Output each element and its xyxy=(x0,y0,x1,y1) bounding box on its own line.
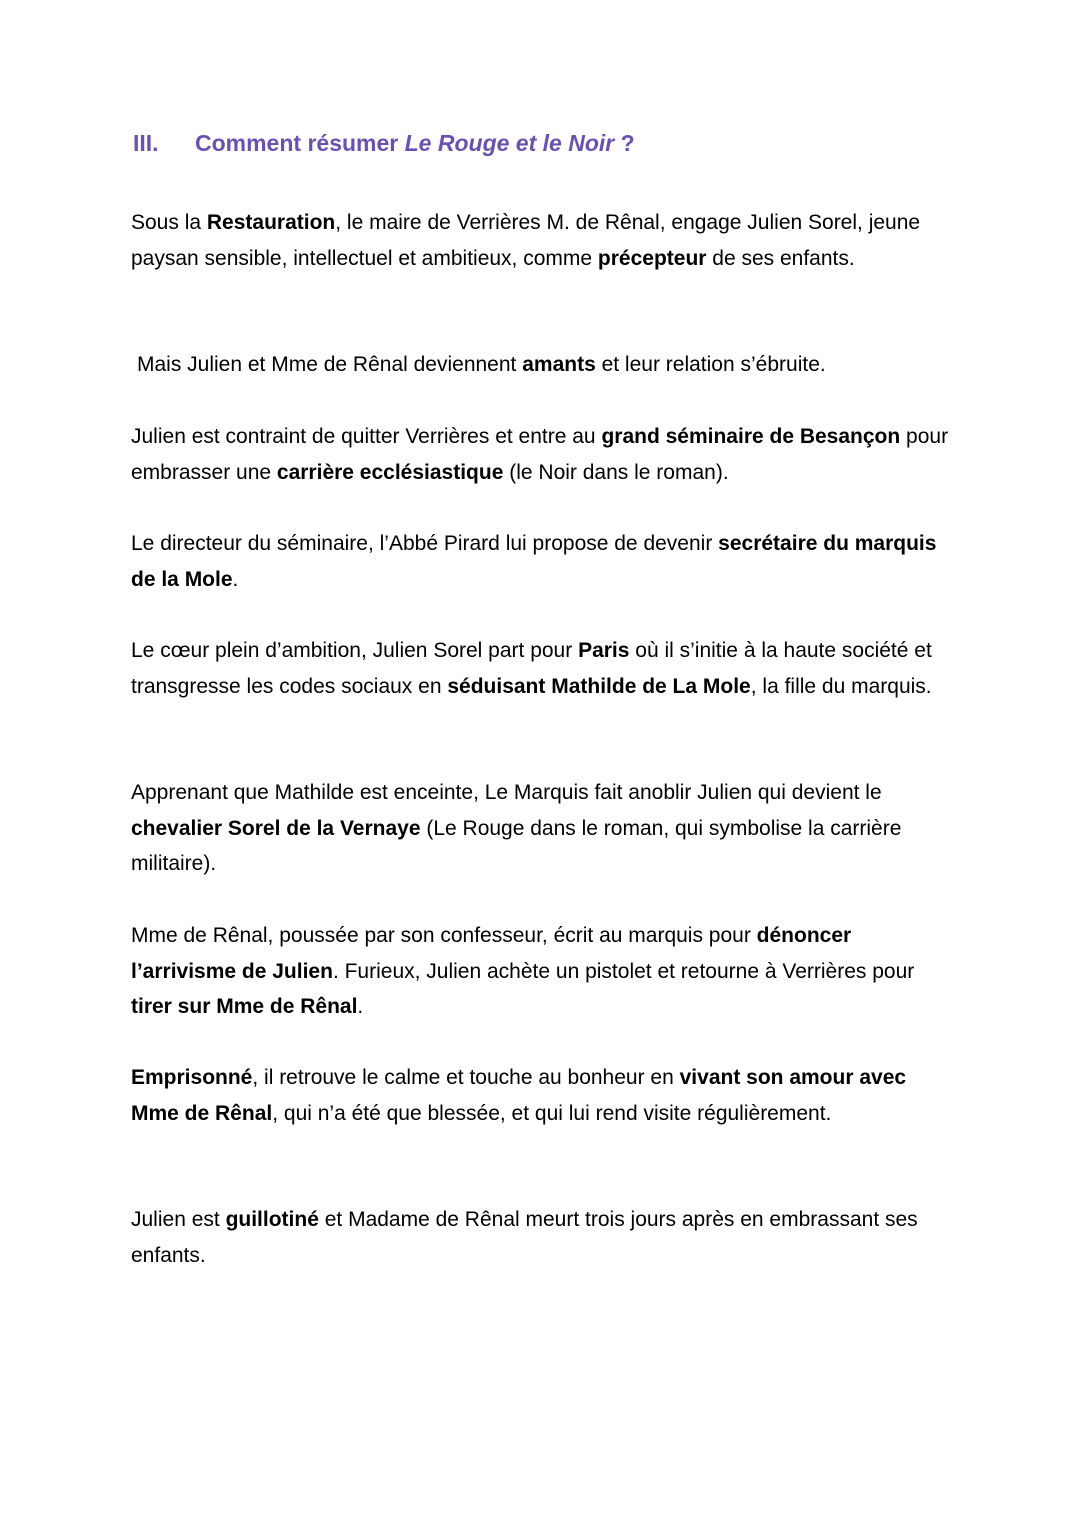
body-text: Julien est contraint de quitter Verrières et entre au xyxy=(131,425,602,448)
bold-text: amants xyxy=(522,353,596,376)
body-text: Le directeur du séminaire, l’Abbé Pirard lui propose de devenir xyxy=(131,532,719,555)
section-number: III. xyxy=(133,130,159,156)
body-text: pour embrasser une xyxy=(131,425,949,484)
paragraph-chevalier xyxy=(131,775,951,882)
bold-text: guillotiné xyxy=(225,1208,319,1231)
paragraph-denonciation xyxy=(131,918,951,1025)
section-title-prefix: Comment résumer xyxy=(195,130,405,156)
section-heading xyxy=(133,130,635,157)
bold-text: Emprisonné xyxy=(131,1066,253,1089)
paragraph-seminaire xyxy=(131,419,951,490)
body-text: Julien est xyxy=(131,1208,226,1231)
bold-text: dénoncer l’arrivisme de Julien xyxy=(131,924,852,983)
bold-text: tirer sur Mme de Rênal xyxy=(131,995,358,1018)
body-text: , le maire de Verrières M. de Rênal, engage Julien Sorel, jeune paysan sensible, intellectuel et ambitieux, comme xyxy=(131,211,921,270)
paragraph-prison xyxy=(131,1060,951,1131)
paragraph-amants xyxy=(137,347,957,383)
body-text: Mme de Rênal, poussée par son confesseur, écrit au marquis pour xyxy=(131,924,757,947)
body-text: Sous la xyxy=(131,211,207,234)
body-text: de ses enfants. xyxy=(706,246,855,270)
bold-text: Restauration xyxy=(206,211,336,234)
bold-text: chevalier Sorel de la Vernaye xyxy=(131,816,421,840)
body-text: , il retrouve le calme et touche au bonheur en xyxy=(252,1066,680,1089)
body-text: Apprenant que Mathilde est enceinte, Le Marquis fait anoblir Julien qui devient le xyxy=(131,781,882,804)
bold-text: vivant son amour avec Mme de Rênal xyxy=(131,1066,907,1125)
body-text: . xyxy=(232,567,239,591)
body-text: , qui n’a été que blessée, et qui lui rend visite régulièrement. xyxy=(272,1101,832,1125)
section-title-book: Le Rouge et le Noir xyxy=(404,130,615,156)
body-text: (le Noir dans le roman). xyxy=(503,460,729,484)
bold-text: précepteur xyxy=(597,246,707,270)
section-title-suffix: ? xyxy=(614,130,635,156)
paragraph-abbe-pirard xyxy=(131,526,951,597)
bold-text: grand séminaire de Besançon xyxy=(601,425,901,448)
body-text: (Le Rouge dans le roman, qui symbolise la carrière militaire). xyxy=(131,816,902,875)
bold-text: carrière ecclésiastique xyxy=(276,460,504,484)
body-text: et leur relation s’ébruite. xyxy=(595,353,826,376)
paragraph-restauration xyxy=(131,205,951,276)
body-text: où il s’initie à la haute société et transgresse les codes sociaux en xyxy=(131,639,932,698)
body-text: Le cœur plein d’ambition, Julien Sorel part pour xyxy=(131,639,579,662)
paragraph-fin xyxy=(131,1202,951,1273)
body-text: . xyxy=(357,995,364,1018)
body-text: . Furieux, Julien achète un pistolet et retourne à Verrières pour xyxy=(332,959,915,983)
body-text: , la fille du marquis. xyxy=(750,674,932,698)
body-text: Mais Julien et Mme de Rênal deviennent xyxy=(137,353,523,376)
bold-text: séduisant Mathilde de La Mole xyxy=(447,674,751,698)
paragraph-paris xyxy=(131,633,951,704)
bold-text: Paris xyxy=(578,639,630,662)
body-text: et Madame de Rênal meurt trois jours après en embrassant ses enfants. xyxy=(131,1208,918,1267)
bold-text: secrétaire du marquis de la Mole xyxy=(131,532,937,591)
